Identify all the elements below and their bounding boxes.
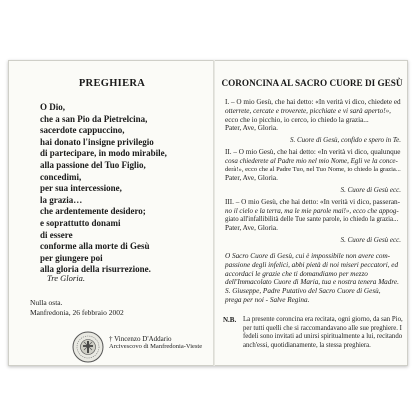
closing-line: Tre Gloria.: [47, 273, 85, 283]
response-3: S. Cuore di Gesù ecc.: [340, 236, 401, 244]
prayer-line: la grazia…: [40, 194, 83, 205]
invocation-1: I. – O mio Gesù, che hai detto: «In verità vi dico, chiedete ed otterrete, cercate e troverete, picchiate e vi sarà aperto!», ecco che io picchio, io cerco, io chiedo la grazia... Pater, Ave, Gloria.: [225, 98, 401, 133]
invocation-2: II. – O mio Gesù, che hai detto: «In verità vi dico, qualunque cosa chiederete al Padre mio nel mio Nome, Egli ve la conce- derà!», ecco che al Padre Tuo, nel Tuo Nome, io chiedo la grazia... Pater, Ave, Gloria.: [225, 148, 401, 183]
bishop-title: Arcivescovo di Manfredonia-Vieste: [109, 343, 203, 350]
prayer-line: O Dio,: [40, 102, 66, 112]
episcopal-seal-icon: [72, 331, 104, 363]
nulla-osta: Nulla osta.: [30, 298, 63, 307]
prayer-line: sacerdote cappuccino,: [40, 125, 125, 136]
bishop-name: † Vincenzo D'Addario: [109, 335, 172, 343]
nb-label: N.B.: [223, 316, 237, 324]
imprimatur: [30, 298, 124, 317]
prayer-line: per sua intercessione,: [40, 183, 122, 194]
prayer-line: che a san Pio da Pietrelcina,: [40, 113, 148, 124]
response-1: S. Cuore di Gesù, confido e spero in Te.: [289, 136, 401, 144]
left-page: [16, 64, 208, 362]
prayer-line: e soprattutto donami: [40, 217, 121, 228]
bishop-signature: [109, 335, 202, 351]
prayer-text: [40, 102, 210, 276]
prayer-line: alla passione del Tuo Figlio,: [40, 159, 146, 170]
prayer-title: PREGHIERA: [78, 78, 146, 89]
prayer-line: che ardentemente desidero;: [40, 206, 146, 217]
invocation-3: III. – O mio Gesù, che hai detto: «In verità vi dico, passeran- no il cielo e la terra, ma le mie parole mai!», ecco che appog- giato all'infallibilità delle Tue sante parole, io chiedo la grazia... Pater, Ave, Gloria.: [225, 198, 401, 233]
prayer-line: concedimi,: [40, 171, 82, 182]
nb-text: La presente coroncina era recitata, ogni giorno, da san Pio, per tutti quelli che si raccomandavano alle sue preghiere. I fedeli sono invitati ad unirsi spiritualmente a lui, recitando anch'essi, quotidianamente, la stessa preghiera.: [243, 316, 403, 349]
prayer-line: alla gloria della risurrezione.: [40, 264, 151, 275]
prayer-line: di essere: [40, 229, 73, 240]
place-date: Manfredonia, 26 febbraio 2002: [30, 307, 124, 317]
prayer-line: di partecipare, in modo mirabile,: [40, 148, 167, 159]
prayer-line: hai donato l'insigne privilegio: [40, 136, 154, 147]
coroncina-title: CORONCINA AL SACRO CUORE DI GESÙ: [221, 78, 403, 88]
right-page: [221, 64, 403, 362]
prayer-line: per giungere poi: [40, 252, 103, 263]
response-2: S. Cuore di Gesù ecc.: [340, 186, 401, 194]
prayer-line: conforme alla morte di Gesù: [40, 241, 150, 252]
card-fold: [213, 60, 215, 366]
closing-prayer: O Sacro Cuore di Gesù, cui è impossibile non avere com- passione degli infelici, abbi pietà di noi miseri peccatori, ed accordaci le grazie che ti domandiamo per mezzo dell'Immacolato Cuore di Maria, tua e nostra tenera Madre. S. Giuseppe, Padre Putativo del Sacro Cuore di Gesù, prega per noi - Salve Regina.: [225, 252, 399, 304]
